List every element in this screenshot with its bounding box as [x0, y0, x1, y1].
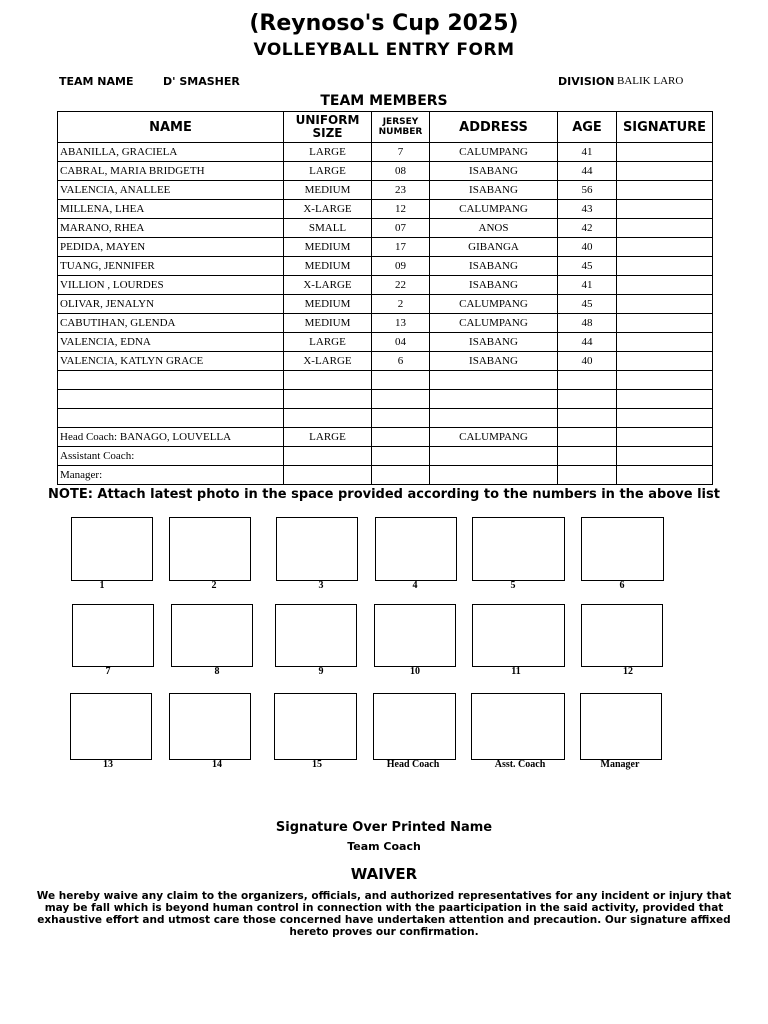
photo-label: Head Coach [386, 759, 440, 770]
cell-address: ANOS [430, 219, 558, 238]
player-row [58, 276, 713, 295]
cell-address [430, 390, 558, 409]
cell-size: LARGE [284, 333, 372, 352]
cell-name: MARANO, RHEA [58, 219, 284, 238]
cell-size: X-LARGE [284, 352, 372, 371]
cell-address: CALUMPANG [430, 143, 558, 162]
waiver-title: WAIVER [350, 865, 418, 883]
cell-jersey [372, 447, 430, 466]
cell-address: CALUMPANG [430, 200, 558, 219]
cell-name: VALENCIA, ANALLEE [58, 181, 284, 200]
jersey-header-line2: NUMBER [378, 127, 423, 137]
cell-size: MEDIUM [284, 181, 372, 200]
cell-address: CALUMPANG [430, 295, 558, 314]
photo-label: 6 [619, 580, 625, 591]
team-name-value: D' SMASHER [163, 75, 240, 88]
photo-box[interactable] [71, 517, 153, 581]
cell-age [558, 409, 617, 428]
cell-size [284, 447, 372, 466]
cell-jersey: 09 [372, 257, 430, 276]
uniform-header-line1: UNIFORM [295, 113, 360, 127]
cell-name [58, 371, 284, 390]
photo-label: Manager [600, 759, 640, 770]
cell-size [284, 390, 372, 409]
cell-signature[interactable] [617, 200, 713, 219]
cell-address: ISABANG [430, 162, 558, 181]
cell-age: 48 [558, 314, 617, 333]
photo-box[interactable] [581, 604, 663, 667]
cell-size: LARGE [284, 143, 372, 162]
cell-signature[interactable] [617, 352, 713, 371]
cell-signature[interactable] [617, 219, 713, 238]
cell-age: 42 [558, 219, 617, 238]
cell-signature[interactable] [617, 238, 713, 257]
photo-box[interactable] [581, 517, 664, 581]
cell-signature[interactable] [617, 143, 713, 162]
cell-name: MILLENA, LHEA [58, 200, 284, 219]
photo-box[interactable] [471, 693, 565, 760]
player-row [58, 333, 713, 352]
cell-jersey [372, 390, 430, 409]
photo-box[interactable] [169, 693, 251, 760]
photo-label: 2 [211, 580, 217, 591]
cell-address [430, 409, 558, 428]
team-name-label: TEAM NAME [59, 75, 134, 88]
cell-signature[interactable] [617, 447, 713, 466]
cell-jersey: 17 [372, 238, 430, 257]
form-subtitle: VOLLEYBALL ENTRY FORM [253, 40, 515, 60]
player-row [58, 295, 713, 314]
photo-label: 9 [318, 666, 324, 677]
player-row [58, 314, 713, 333]
cell-jersey: 2 [372, 295, 430, 314]
cell-signature[interactable] [617, 162, 713, 181]
column-header-signature: SIGNATURE [617, 112, 713, 143]
photo-note: NOTE: Attach latest photo in the space provided according to the numbers in the above list [48, 487, 720, 502]
photo-label: 15 [312, 759, 322, 770]
cell-name: Head Coach: BANAGO, LOUVELLA [58, 428, 284, 447]
cell-age: 56 [558, 181, 617, 200]
photo-box[interactable] [373, 693, 456, 760]
column-header-name: NAME [58, 112, 284, 143]
cell-name: CABUTIHAN, GLENDA [58, 314, 284, 333]
staff-row [58, 466, 713, 485]
photo-box[interactable] [72, 604, 154, 667]
cell-jersey: 7 [372, 143, 430, 162]
cell-size: X-LARGE [284, 276, 372, 295]
column-header-age: AGE [558, 112, 617, 143]
photo-label: 3 [318, 580, 324, 591]
player-row [58, 200, 713, 219]
cell-age: 40 [558, 352, 617, 371]
column-header-uniform-size [284, 112, 372, 143]
column-header-jersey-number [372, 112, 430, 143]
cell-name: CABRAL, MARIA BRIDGETH [58, 162, 284, 181]
photo-box[interactable] [472, 517, 565, 581]
cell-age: 44 [558, 162, 617, 181]
cell-size: LARGE [284, 428, 372, 447]
cell-age: 41 [558, 276, 617, 295]
cell-name: OLIVAR, JENALYN [58, 295, 284, 314]
cell-size: X-LARGE [284, 200, 372, 219]
staff-row [58, 428, 713, 447]
cell-size: MEDIUM [284, 238, 372, 257]
cell-address: ISABANG [430, 181, 558, 200]
player-row [58, 143, 713, 162]
cell-age [558, 428, 617, 447]
cell-name: VALENCIA, KATLYN GRACE [58, 352, 284, 371]
cell-jersey: 22 [372, 276, 430, 295]
cell-address: ISABANG [430, 333, 558, 352]
cell-jersey [372, 466, 430, 485]
cell-address [430, 371, 558, 390]
cell-jersey: 04 [372, 333, 430, 352]
table-header-row [58, 112, 713, 143]
cell-jersey [372, 428, 430, 447]
photo-label: 14 [212, 759, 222, 770]
cell-name: TUANG, JENNIFER [58, 257, 284, 276]
cell-signature[interactable] [617, 333, 713, 352]
cell-age [558, 466, 617, 485]
cell-jersey [372, 371, 430, 390]
photo-label: 5 [510, 580, 516, 591]
team-members-heading: TEAM MEMBERS [320, 93, 448, 109]
cell-size: MEDIUM [284, 295, 372, 314]
cell-age: 41 [558, 143, 617, 162]
cell-address: ISABANG [430, 276, 558, 295]
cell-size [284, 466, 372, 485]
waiver-text: We hereby waive any claim to the organizers, officials, and authorized representatives for any incident or injury that may be fall which is beyond human control in connection with the paarticipation in the said activity, provided that exhaustive effort and utmost care those concerned have undertaken attention and precaution. Our signature affixed hereto proves our confirmation. [36, 890, 732, 938]
cell-age [558, 371, 617, 390]
photo-box[interactable] [374, 604, 456, 667]
jersey-header-line1: JERSEY [382, 117, 419, 127]
photo-label: 12 [623, 666, 633, 677]
form-title: (Reynoso's Cup 2025) [249, 11, 519, 36]
player-row [58, 371, 713, 390]
player-row [58, 257, 713, 276]
cell-jersey: 08 [372, 162, 430, 181]
cell-name [58, 390, 284, 409]
cell-name: PEDIDA, MAYEN [58, 238, 284, 257]
cell-name: VALENCIA, EDNA [58, 333, 284, 352]
cell-address [430, 447, 558, 466]
cell-name [58, 409, 284, 428]
division-value: BALIK LARO [617, 75, 684, 87]
cell-age: 40 [558, 238, 617, 257]
cell-address: ISABANG [430, 257, 558, 276]
cell-name: ABANILLA, GRACIELA [58, 143, 284, 162]
cell-address: GIBANGA [430, 238, 558, 257]
cell-name: Assistant Coach: [58, 447, 284, 466]
team-members-table [57, 111, 713, 485]
cell-size: SMALL [284, 219, 372, 238]
photo-label: 8 [214, 666, 220, 677]
photo-label: 4 [412, 580, 418, 591]
player-row [58, 390, 713, 409]
cell-name: VILLION , LOURDES [58, 276, 284, 295]
cell-signature[interactable] [617, 181, 713, 200]
cell-size [284, 409, 372, 428]
cell-size: MEDIUM [284, 314, 372, 333]
photo-box[interactable] [580, 693, 662, 760]
photo-box[interactable] [169, 517, 251, 581]
cell-address: CALUMPANG [430, 428, 558, 447]
cell-signature[interactable] [617, 295, 713, 314]
player-row [58, 238, 713, 257]
cell-address: CALUMPANG [430, 314, 558, 333]
photo-box[interactable] [274, 693, 357, 760]
cell-age: 44 [558, 333, 617, 352]
cell-size: MEDIUM [284, 257, 372, 276]
photo-box[interactable] [472, 604, 565, 667]
cell-signature[interactable] [617, 466, 713, 485]
player-row [58, 181, 713, 200]
photo-label: Asst. Coach [494, 759, 546, 770]
photo-box[interactable] [70, 693, 152, 760]
cell-jersey: 23 [372, 181, 430, 200]
cell-size [284, 371, 372, 390]
cell-age [558, 447, 617, 466]
cell-jersey: 12 [372, 200, 430, 219]
photo-label: 1 [99, 580, 105, 591]
photo-label: 10 [410, 666, 420, 677]
photo-label: 11 [511, 666, 521, 677]
photo-label: 7 [105, 666, 111, 677]
cell-signature[interactable] [617, 371, 713, 390]
cell-age [558, 390, 617, 409]
cell-age: 45 [558, 295, 617, 314]
photo-box[interactable] [276, 517, 358, 581]
signature-over-printed-name: Signature Over Printed Name [275, 820, 493, 835]
cell-signature[interactable] [617, 390, 713, 409]
cell-age: 43 [558, 200, 617, 219]
player-row [58, 352, 713, 371]
player-row [58, 219, 713, 238]
photo-box[interactable] [375, 517, 457, 581]
cell-address [430, 466, 558, 485]
player-row [58, 409, 713, 428]
uniform-header-line2: SIZE [312, 126, 343, 140]
cell-address: ISABANG [430, 352, 558, 371]
staff-row [58, 447, 713, 466]
cell-signature[interactable] [617, 257, 713, 276]
cell-jersey [372, 409, 430, 428]
cell-signature[interactable] [617, 409, 713, 428]
cell-jersey: 07 [372, 219, 430, 238]
column-header-address: ADDRESS [430, 112, 558, 143]
cell-signature[interactable] [617, 276, 713, 295]
photo-box[interactable] [171, 604, 253, 667]
cell-signature[interactable] [617, 314, 713, 333]
cell-signature[interactable] [617, 428, 713, 447]
cell-age: 45 [558, 257, 617, 276]
cell-name: Manager: [58, 466, 284, 485]
cell-jersey: 13 [372, 314, 430, 333]
photo-box[interactable] [275, 604, 357, 667]
team-coach-label: Team Coach [347, 840, 421, 853]
cell-size: LARGE [284, 162, 372, 181]
photo-label: 13 [103, 759, 113, 770]
cell-jersey: 6 [372, 352, 430, 371]
player-row [58, 162, 713, 181]
division-label: DIVISION [558, 75, 615, 88]
